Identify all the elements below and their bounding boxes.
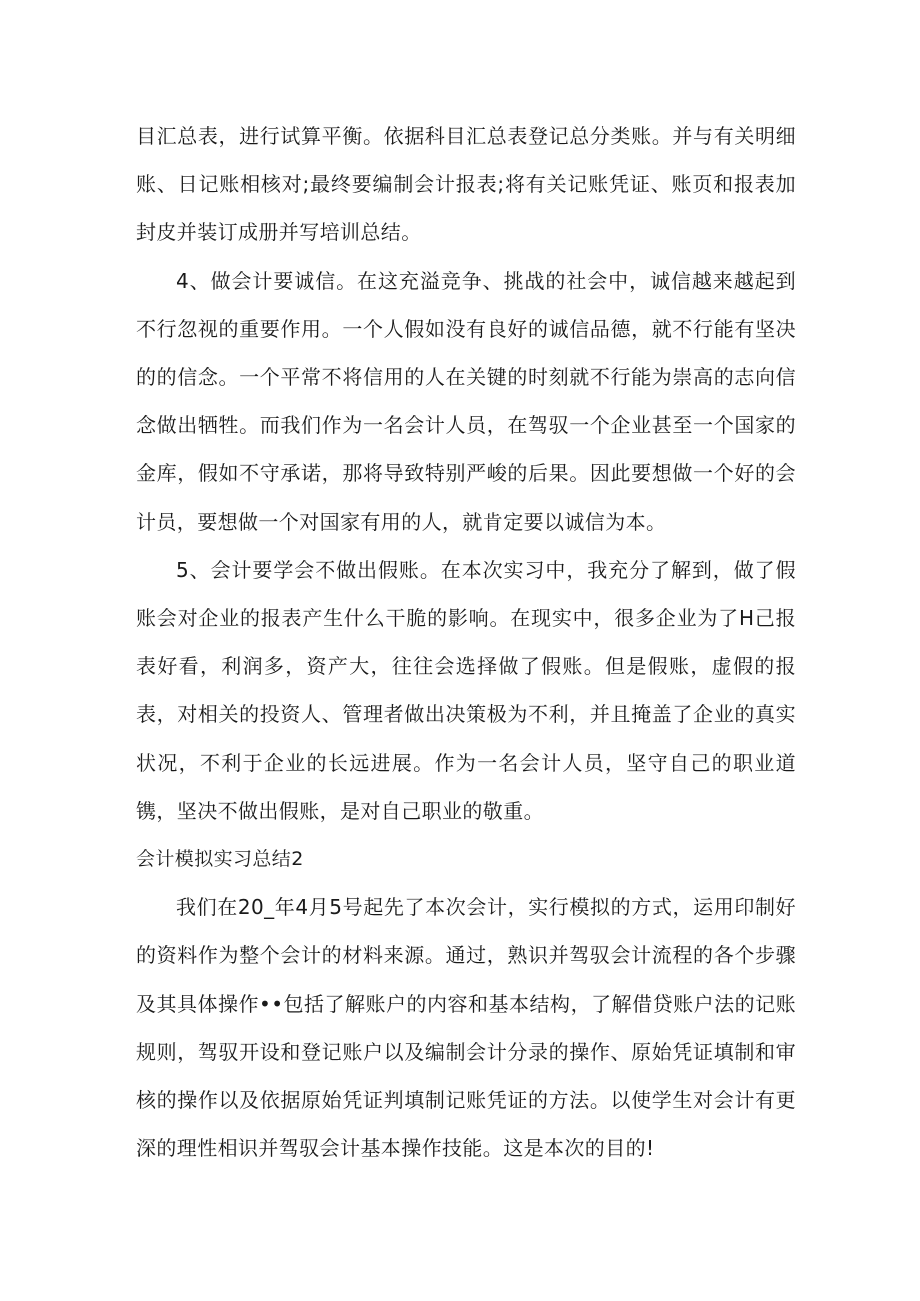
paragraph-continuation: 目汇总表，进行试算平衡。依据科目汇总表登记总分类账。并与有关明细账、日记账相核对;最终要编制会计报表;将有关记账凭证、账页和报表加封皮并装订成册并写培训总结。 [136,124,796,245]
section-heading: 会计模拟实习总结2 [136,848,304,871]
paragraph-summary-2: 我们在20_年4月5号起先了本次会计，实行模拟的方式，运用印制好的资料作为整个会计的材料来源。通过，熟识并驾驭会计流程的各个步骤及其具体操作••包括了解账户的内容和基本结构，了解借贷账户法的记账规则，驾驭开设和登记账户以及编制会计分录的操作、原始凭证填制和审核的操作以及依据原始凭证判填制记账凭证的方法。以使学生对会计有更深的理性相识并驾驭会计基本操作技能。这是本次的目的! [136,895,796,1161]
paragraph-item-5: 5、会计要学会不做出假账。在本次实习中，我充分了解到，做了假账会对企业的报表产生什么干脆的影响。在现实中，很多企业为了H己报表好看，利润多，资产大，往往会选择做了假账。但是假账，虚假的报表，对相关的投资人、管理者做出决策极为不利，并且掩盖了企业的真实状况，不利于企业的长远进展。作为一名会计人员，坚守自己的职业道镌，坚决不做出假账，是对自己职业的敬重。 [136,557,796,823]
paragraph-item-4: 4、做会计要诚信。在这充溢竞争、挑战的社会中，诚信越来越起到不行忽视的重要作用。一个人假如没有良好的诚信品德，就不行能有坚决的的信念。一个平常不将信用的人在关键的时刻就不行能为崇高的志向信念做出牺牲。而我们作为一名会计人员，在驾驭一个企业甚至一个国家的金库，假如不守承诺，那将导致特别严峻的后果。因此要想做一个好的会计员，要想做一个对国家有用的人，就肯定要以诚信为本。 [136,268,796,534]
document-body [136,112,796,1172]
